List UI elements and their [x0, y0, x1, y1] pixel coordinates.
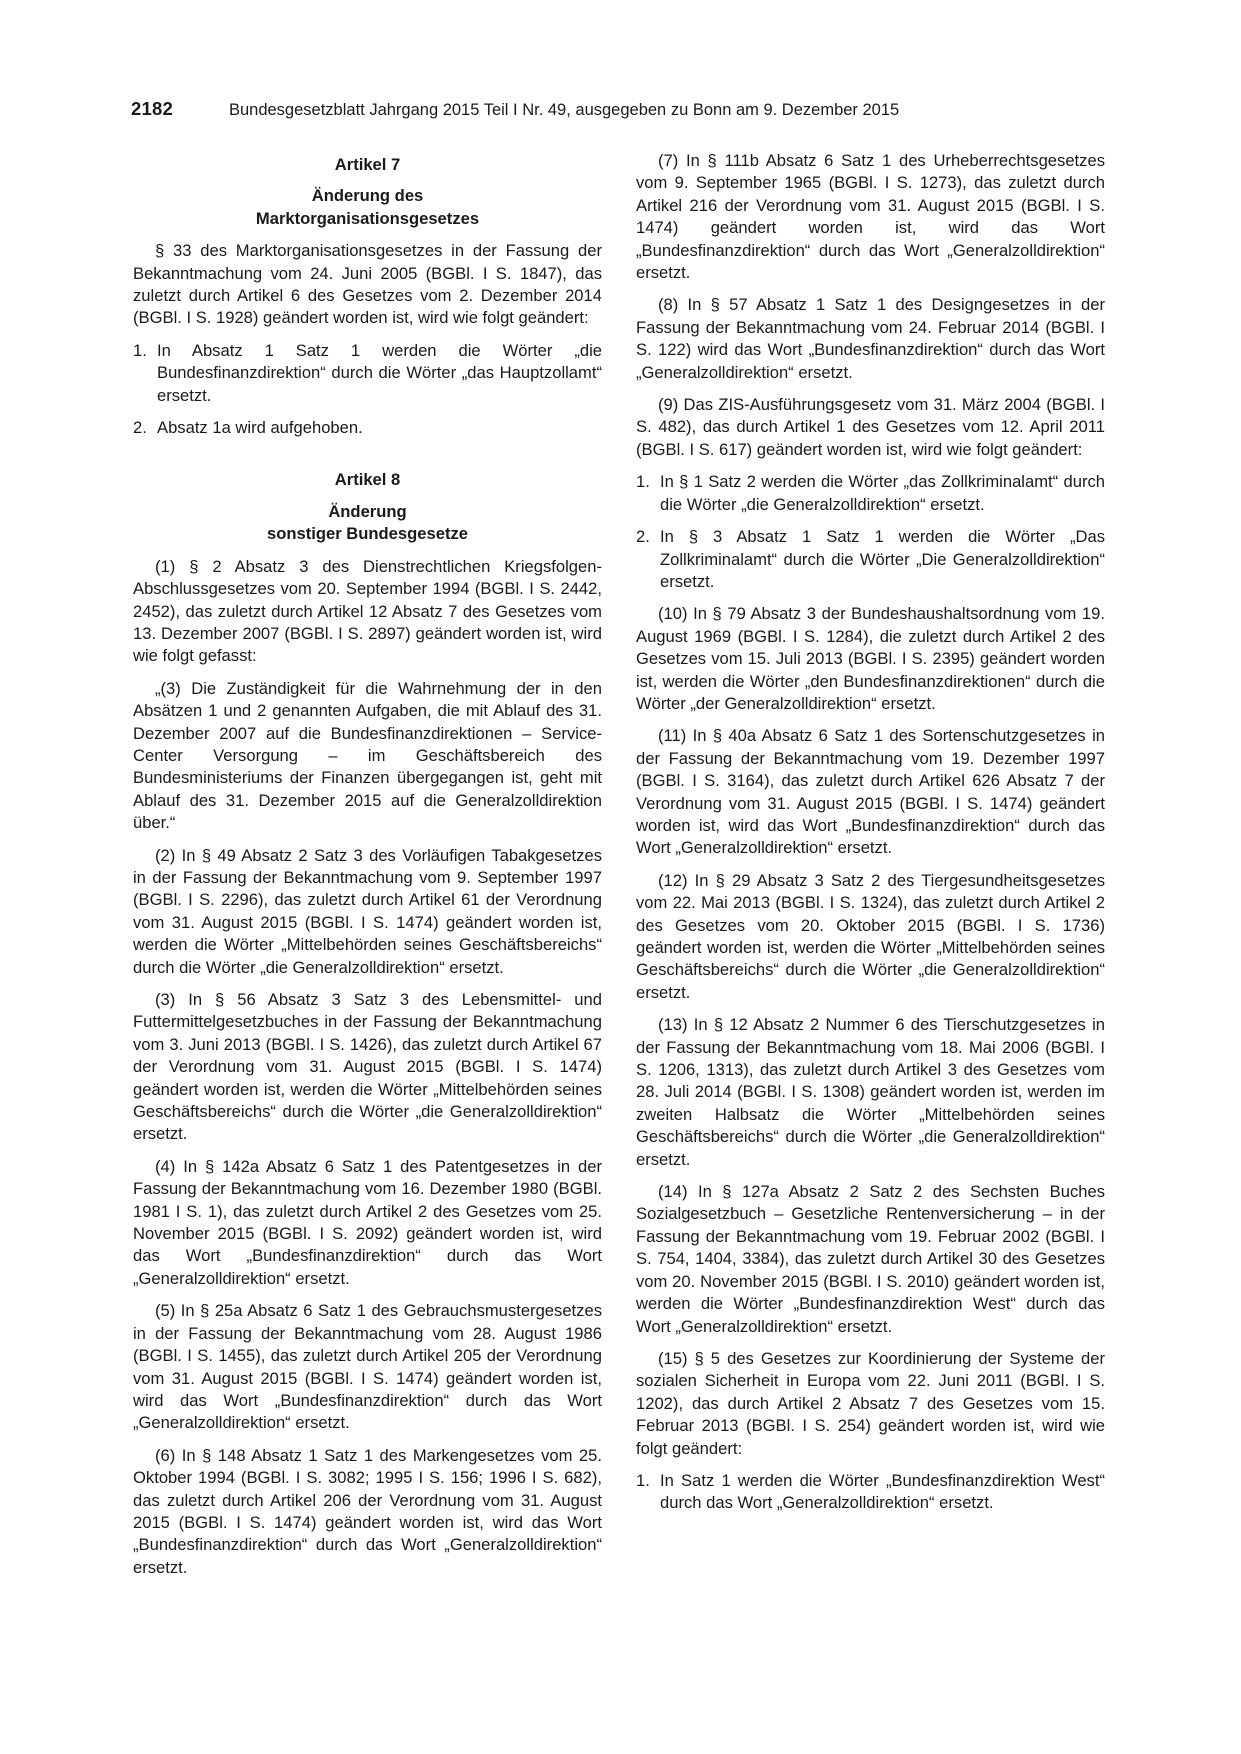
article-7-intro: § 33 des Marktorganisationsgesetzes in der Fassung der Bekanntmachung vom 24. Juni 2005 (BGBl. I S. 1847), das zuletzt durch Artikel 6 des Gesetzes vom 2. Dezember 2014 (BGBl. I S. 1928) geändert worden ist, wird wie folgt geändert: — [133, 241, 602, 328]
list-text: In Absatz 1 Satz 1 werden die Wörter „die Bundesfinanzdirektion“ durch die Wörter „das Hauptzollamt“ ersetzt. — [157, 340, 602, 405]
article-7-heading-line2: Marktorganisationsgesetzes — [255, 208, 480, 228]
list-item — [636, 471, 1105, 516]
list-text: Absatz 1a wird aufgehoben. — [157, 418, 363, 438]
list-number: 2. — [133, 418, 147, 438]
article-8-title: Artikel 8 — [334, 470, 401, 490]
paragraph-1-quote: „(3) Die Zuständigkeit für die Wahrnehmung der in den Absätzen 1 und 2 genannten Aufgaben, die mit Ablauf des 31. Dezember 2007 auf die Bundesfinanzdirektionen – Service-Center Versorgung – im Geschäftsbereich des Bundesministeriums der Finanzen übergegangen ist, geht mit Ablauf des 31. Dezember 2015 auf die Generalzolldirektion über.“ — [133, 678, 602, 833]
paragraph-13: (13) In § 12 Absatz 2 Nummer 6 des Tierschutzgesetzes in der Fassung der Bekanntmachung vom 18. Mai 2006 (BGBl. I S. 1206, 1313), das zuletzt durch Artikel 3 des Gesetzes vom 28. Juli 2014 (BGBl. I S. 1308) geändert worden ist, werden im zweiten Halbsatz die Wörter „Mittelbehörden seines Geschäftsbereichs“ durch die Wörter „die Generalzolldirektion“ ersetzt. — [636, 1015, 1105, 1169]
list-number: 2. — [636, 527, 650, 547]
right-column — [636, 150, 1105, 1525]
list-item — [636, 526, 1105, 593]
article-8-heading-line2: sonstiger Bundesgesetze — [266, 524, 469, 544]
list-item — [133, 340, 602, 407]
paragraph-2: (2) In § 49 Absatz 2 Satz 3 des Vorläufigen Tabakgesetzes in der Fassung der Bekanntmachung vom 9. September 1997 (BGBl. I S. 2296), das zuletzt durch Artikel 61 der Verordnung vom 31. August 2015 (BGBl. I S. 1474) geändert worden ist, werden die Wörter „Mittelbehörden seines Geschäftsbereichs“ durch die Wörter „die Generalzolldirektion“ ersetzt. — [133, 845, 602, 977]
list-item — [133, 417, 602, 439]
paragraph-3: (3) In § 56 Absatz 3 Satz 3 des Lebensmittel- und Futtermittelgesetzbuches in der Fassung der Bekanntmachung vom 3. Juni 2013 (BGBl. I S. 1426), das zuletzt durch Artikel 67 der Verordnung vom 31. August 2015 (BGBl. I S. 1474) geändert worden ist, werden die Wörter „Mittelbehörden seines Geschäftsbereichs“ durch die Wörter „die Generalzolldirektion“ ersetzt. — [133, 990, 602, 1144]
list-text: In § 1 Satz 2 werden die Wörter „das Zollkriminalamt“ durch die Wörter „die Generalzolldirektion“ ersetzt. — [660, 472, 1105, 514]
paragraph-4: (4) In § 142a Absatz 6 Satz 1 des Patentgesetzes in der Fassung der Bekanntmachung vom 16. Dezember 1980 (BGBl. 1981 I S. 1), das zuletzt durch Artikel 2 des Gesetzes vom 25. November 2015 (BGBl. I S. 2092) geändert worden ist, wird das Wort „Bundesfinanzdirektion“ durch das Wort „Generalzolldirektion“ ersetzt. — [133, 1156, 602, 1288]
page-number: 2182 — [131, 98, 173, 119]
article-8-heading-line1: Änderung — [328, 501, 407, 521]
paragraph-10: (10) In § 79 Absatz 3 der Bundeshaushaltsordnung vom 19. August 1969 (BGBl. I S. 1284), die zuletzt durch Artikel 2 des Gesetzes vom 15. Juli 2013 (BGBl. I S. 2395) geändert worden ist, werden die Wörter „den Bundesfinanzdirektionen“ durch die Wörter „der Generalzolldirektion“ ersetzt. — [636, 604, 1105, 713]
article-7-title: Artikel 7 — [334, 155, 401, 174]
list-number: 1. — [636, 1470, 650, 1490]
running-head: Bundesgesetzblatt Jahrgang 2015 Teil I Nr. 49, ausgegeben zu Bonn am 9. Dezember 2015 — [228, 101, 900, 119]
paragraph-1: (1) § 2 Absatz 3 des Dienstrechtlichen Kriegsfolgen-Abschlussgesetzes vom 20. September 1994 (BGBl. I S. 2442, 2452), das zuletzt durch Artikel 12 Absatz 7 des Gesetzes vom 13. Dezember 2007 (BGBl. I S. 2897) geändert worden ist, wird wie folgt gefasst: — [133, 556, 602, 666]
left-column — [133, 150, 602, 1589]
paragraph-5: (5) In § 25a Absatz 6 Satz 1 des Gebrauchsmustergesetzes in der Fassung der Bekanntmachung vom 28. August 1986 (BGBl. I S. 1455), das zuletzt durch Artikel 205 der Verordnung vom 31. August 2015 (BGBl. I S. 1474) geändert worden ist, wird das Wort „Bundesfinanzdirektion“ durch das Wort „Generalzolldirektion“ ersetzt. — [133, 1301, 602, 1433]
list-number: 1. — [133, 340, 147, 360]
page-header — [131, 98, 1011, 128]
list-number: 1. — [636, 472, 650, 492]
paragraph-14: (14) In § 127a Absatz 2 Satz 2 des Sechsten Buches Sozialgesetzbuch – Gesetzliche Rentenversicherung – in der Fassung der Bekanntmachung vom 19. Februar 2002 (BGBl. I S. 754, 1404, 3384), das zuletzt durch Artikel 30 des Gesetzes vom 20. November 2015 (BGBl. I S. 2010) geändert worden ist, werden die Wörter „Bundesfinanzdirektion West“ durch das Wort „Generalzolldirektion“ ersetzt. — [636, 1182, 1105, 1336]
article-7-heading-line1: Änderung des — [311, 186, 424, 206]
paragraph-12: (12) In § 29 Absatz 3 Satz 2 des Tiergesundheitsgesetzes vom 22. Mai 2013 (BGBl. I S. 1324), das zuletzt durch Artikel 2 des Gesetzes vom 20. Oktober 2015 (BGBl. I S. 1736) geändert worden ist, werden die Wörter „Mittelbehörden seines Geschäftsbereichs“ durch die Wörter „die Generalzolldirektion“ ersetzt. — [636, 870, 1105, 1002]
article-7-heading — [133, 185, 602, 230]
paragraph-11: (11) In § 40a Absatz 6 Satz 1 des Sortenschutzgesetzes in der Fassung der Bekanntmachung vom 19. Dezember 1997 (BGBl. I S. 3164), das zuletzt durch Artikel 626 Absatz 7 der Verordnung vom 31. August 2015 (BGBl. I S. 1474) geändert worden ist, wird das Wort „Bundesfinanzdirektion“ durch das Wort „Generalzolldirektion“ ersetzt. — [636, 726, 1105, 858]
paragraph-9: (9) Das ZIS-Ausführungsgesetz vom 31. März 2004 (BGBl. I S. 482), das durch Artikel 1 des Gesetzes vom 12. April 2011 (BGBl. I S. 617) geändert worden ist, wird wie folgt geändert: — [636, 395, 1105, 459]
paragraph-8: (8) In § 57 Absatz 1 Satz 1 des Designgesetzes in der Fassung der Bekanntmachung vom 24. Februar 2014 (BGBl. I S. 122) wird das Wort „Bundesfinanzdirektion“ durch das Wort „Generalzolldirektion“ ersetzt. — [636, 295, 1105, 382]
list-item — [636, 1470, 1105, 1515]
list-text: In Satz 1 werden die Wörter „Bundesfinanzdirektion West“ durch das Wort „Generalzolldirektion“ ersetzt. — [660, 1470, 1105, 1513]
article-8-heading — [133, 501, 602, 546]
list-text: In § 3 Absatz 1 Satz 1 werden die Wörter „Das Zollkriminalamt“ durch die Wörter „Die Generalzolldirektion“ ersetzt. — [660, 527, 1105, 591]
paragraph-7: (7) In § 111b Absatz 6 Satz 1 des Urheberrechtsgesetzes vom 9. September 1965 (BGBl. I S. 1273), das zuletzt durch Artikel 216 der Verordnung vom 31. August 2015 (BGBl. I S. 1474) geändert worden ist, wird das Wort „Bundesfinanzdirektion“ durch das Wort „Generalzolldirektion“ ersetzt. — [636, 151, 1105, 283]
paragraph-15: (15) § 5 des Gesetzes zur Koordinierung der Systeme der sozialen Sicherheit in Europa vom 22. Juni 2011 (BGBl. I S. 1202), das durch Artikel 2 Absatz 7 des Gesetzes vom 15. Februar 2013 (BGBl. I S. 254) geändert worden ist, wird wie folgt geändert: — [636, 1348, 1105, 1458]
paragraph-6: (6) In § 148 Absatz 1 Satz 1 des Markengesetzes vom 25. Oktober 1994 (BGBl. I S. 3082; 1995 I S. 156; 1996 I S. 682), das zuletzt durch Artikel 206 der Verordnung vom 31. August 2015 (BGBl. I S. 1474) geändert worden ist, wird das Wort „Bundesfinanzdirektion“ durch das Wort „Generalzolldirektion“ ersetzt. — [133, 1445, 602, 1577]
